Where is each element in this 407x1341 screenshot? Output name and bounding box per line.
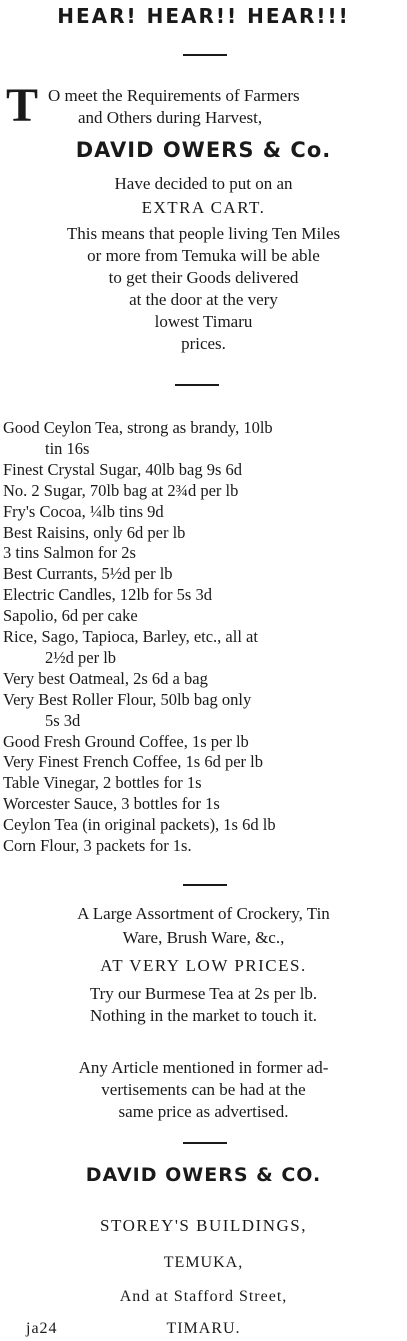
price-list-item: Good Fresh Ground Coffee, 1s per lb xyxy=(3,731,249,751)
assortment-line: A Large Assortment of Crockery, Tin xyxy=(77,904,330,923)
announcement-line: at the door at the very xyxy=(129,290,278,309)
drop-cap: T xyxy=(6,79,39,132)
price-list-item: Worcester Sauce, 3 bottles for 1s xyxy=(3,794,220,814)
divider xyxy=(183,54,227,56)
price-list-item-continuation: 5s 3d xyxy=(45,710,81,730)
notice-line: vertisements can be had at the xyxy=(101,1080,306,1099)
announcement-line: lowest Timaru xyxy=(154,312,253,331)
price-list-item-continuation: tin 16s xyxy=(45,438,90,458)
price-list-item: Sapolio, 6d per cake xyxy=(3,606,138,626)
notice-line: same price as advertised. xyxy=(118,1102,289,1121)
assortment-line: Try our Burmese Tea at 2s per lb. xyxy=(89,984,318,1003)
footer-firm-name: DAVID OWERS & CO. xyxy=(85,1164,322,1186)
assortment-line: AT VERY LOW PRICES. xyxy=(100,956,307,975)
notice-line: Any Article mentioned in former ad- xyxy=(78,1058,329,1077)
footer-code: ja24 xyxy=(26,1320,58,1337)
footer-building: STOREY'S BUILDINGS, xyxy=(100,1216,307,1235)
price-list-item: Best Currants, 5½d per lb xyxy=(3,564,173,584)
price-list-item: Very best Oatmeal, 2s 6d a bag xyxy=(3,668,208,688)
announcement-line: EXTRA CART. xyxy=(141,198,266,217)
price-list-item: Good Ceylon Tea, strong as brandy, 10lb xyxy=(3,418,273,437)
firm-name: DAVID OWERS & Co. xyxy=(75,138,332,162)
footer-and-at: And at Stafford Street, xyxy=(119,1288,288,1305)
price-list-item: Fry's Cocoa, ¼lb tins 9d xyxy=(3,501,164,521)
price-list-item: Ceylon Tea (in original packets), 1s 6d lb xyxy=(3,815,276,835)
intro-line: and Others during Harvest, xyxy=(78,108,263,127)
footer-city: TIMARU. xyxy=(166,1320,241,1337)
intro-line: O meet the Requirements of Farmers xyxy=(48,86,300,105)
price-list-item: Rice, Sago, Tapioca, Barley, etc., all at xyxy=(3,627,258,646)
divider xyxy=(183,884,227,886)
divider xyxy=(183,1142,227,1144)
assortment-line: Nothing in the market to touch it. xyxy=(89,1006,318,1025)
headline: HEAR! HEAR!! HEAR!!! xyxy=(57,4,350,28)
footer-town: TEMUKA, xyxy=(163,1254,244,1271)
price-list-item: No. 2 Sugar, 70lb bag at 2¾d per lb xyxy=(3,480,239,500)
divider xyxy=(175,384,219,386)
price-list-item: Best Raisins, only 6d per lb xyxy=(3,522,186,542)
announcement-line: Have decided to put on an xyxy=(114,174,293,193)
price-list-item: Very Best Roller Flour, 50lb bag only xyxy=(3,689,252,709)
price-list-item: Table Vinegar, 2 bottles for 1s xyxy=(3,773,202,793)
announcement-line: prices. xyxy=(181,334,226,353)
price-list-item-continuation: 2½d per lb xyxy=(45,647,117,667)
price-list-item: 3 tins Salmon for 2s xyxy=(3,543,136,563)
announcement-line: to get their Goods delivered xyxy=(108,268,299,287)
announcement-line: This means that people living Ten Miles xyxy=(66,224,341,243)
price-list-item: Corn Flour, 3 packets for 1s. xyxy=(3,836,192,855)
price-list-item: Very Finest French Coffee, 1s 6d per lb xyxy=(3,752,263,772)
announcement-line: or more from Temuka will be able xyxy=(87,246,320,265)
price-list-item: Finest Crystal Sugar, 40lb bag 9s 6d xyxy=(3,459,243,479)
price-list-item: Electric Candles, 12lb for 5s 3d xyxy=(3,585,212,605)
assortment-line: Ware, Brush Ware, &c., xyxy=(122,928,285,947)
